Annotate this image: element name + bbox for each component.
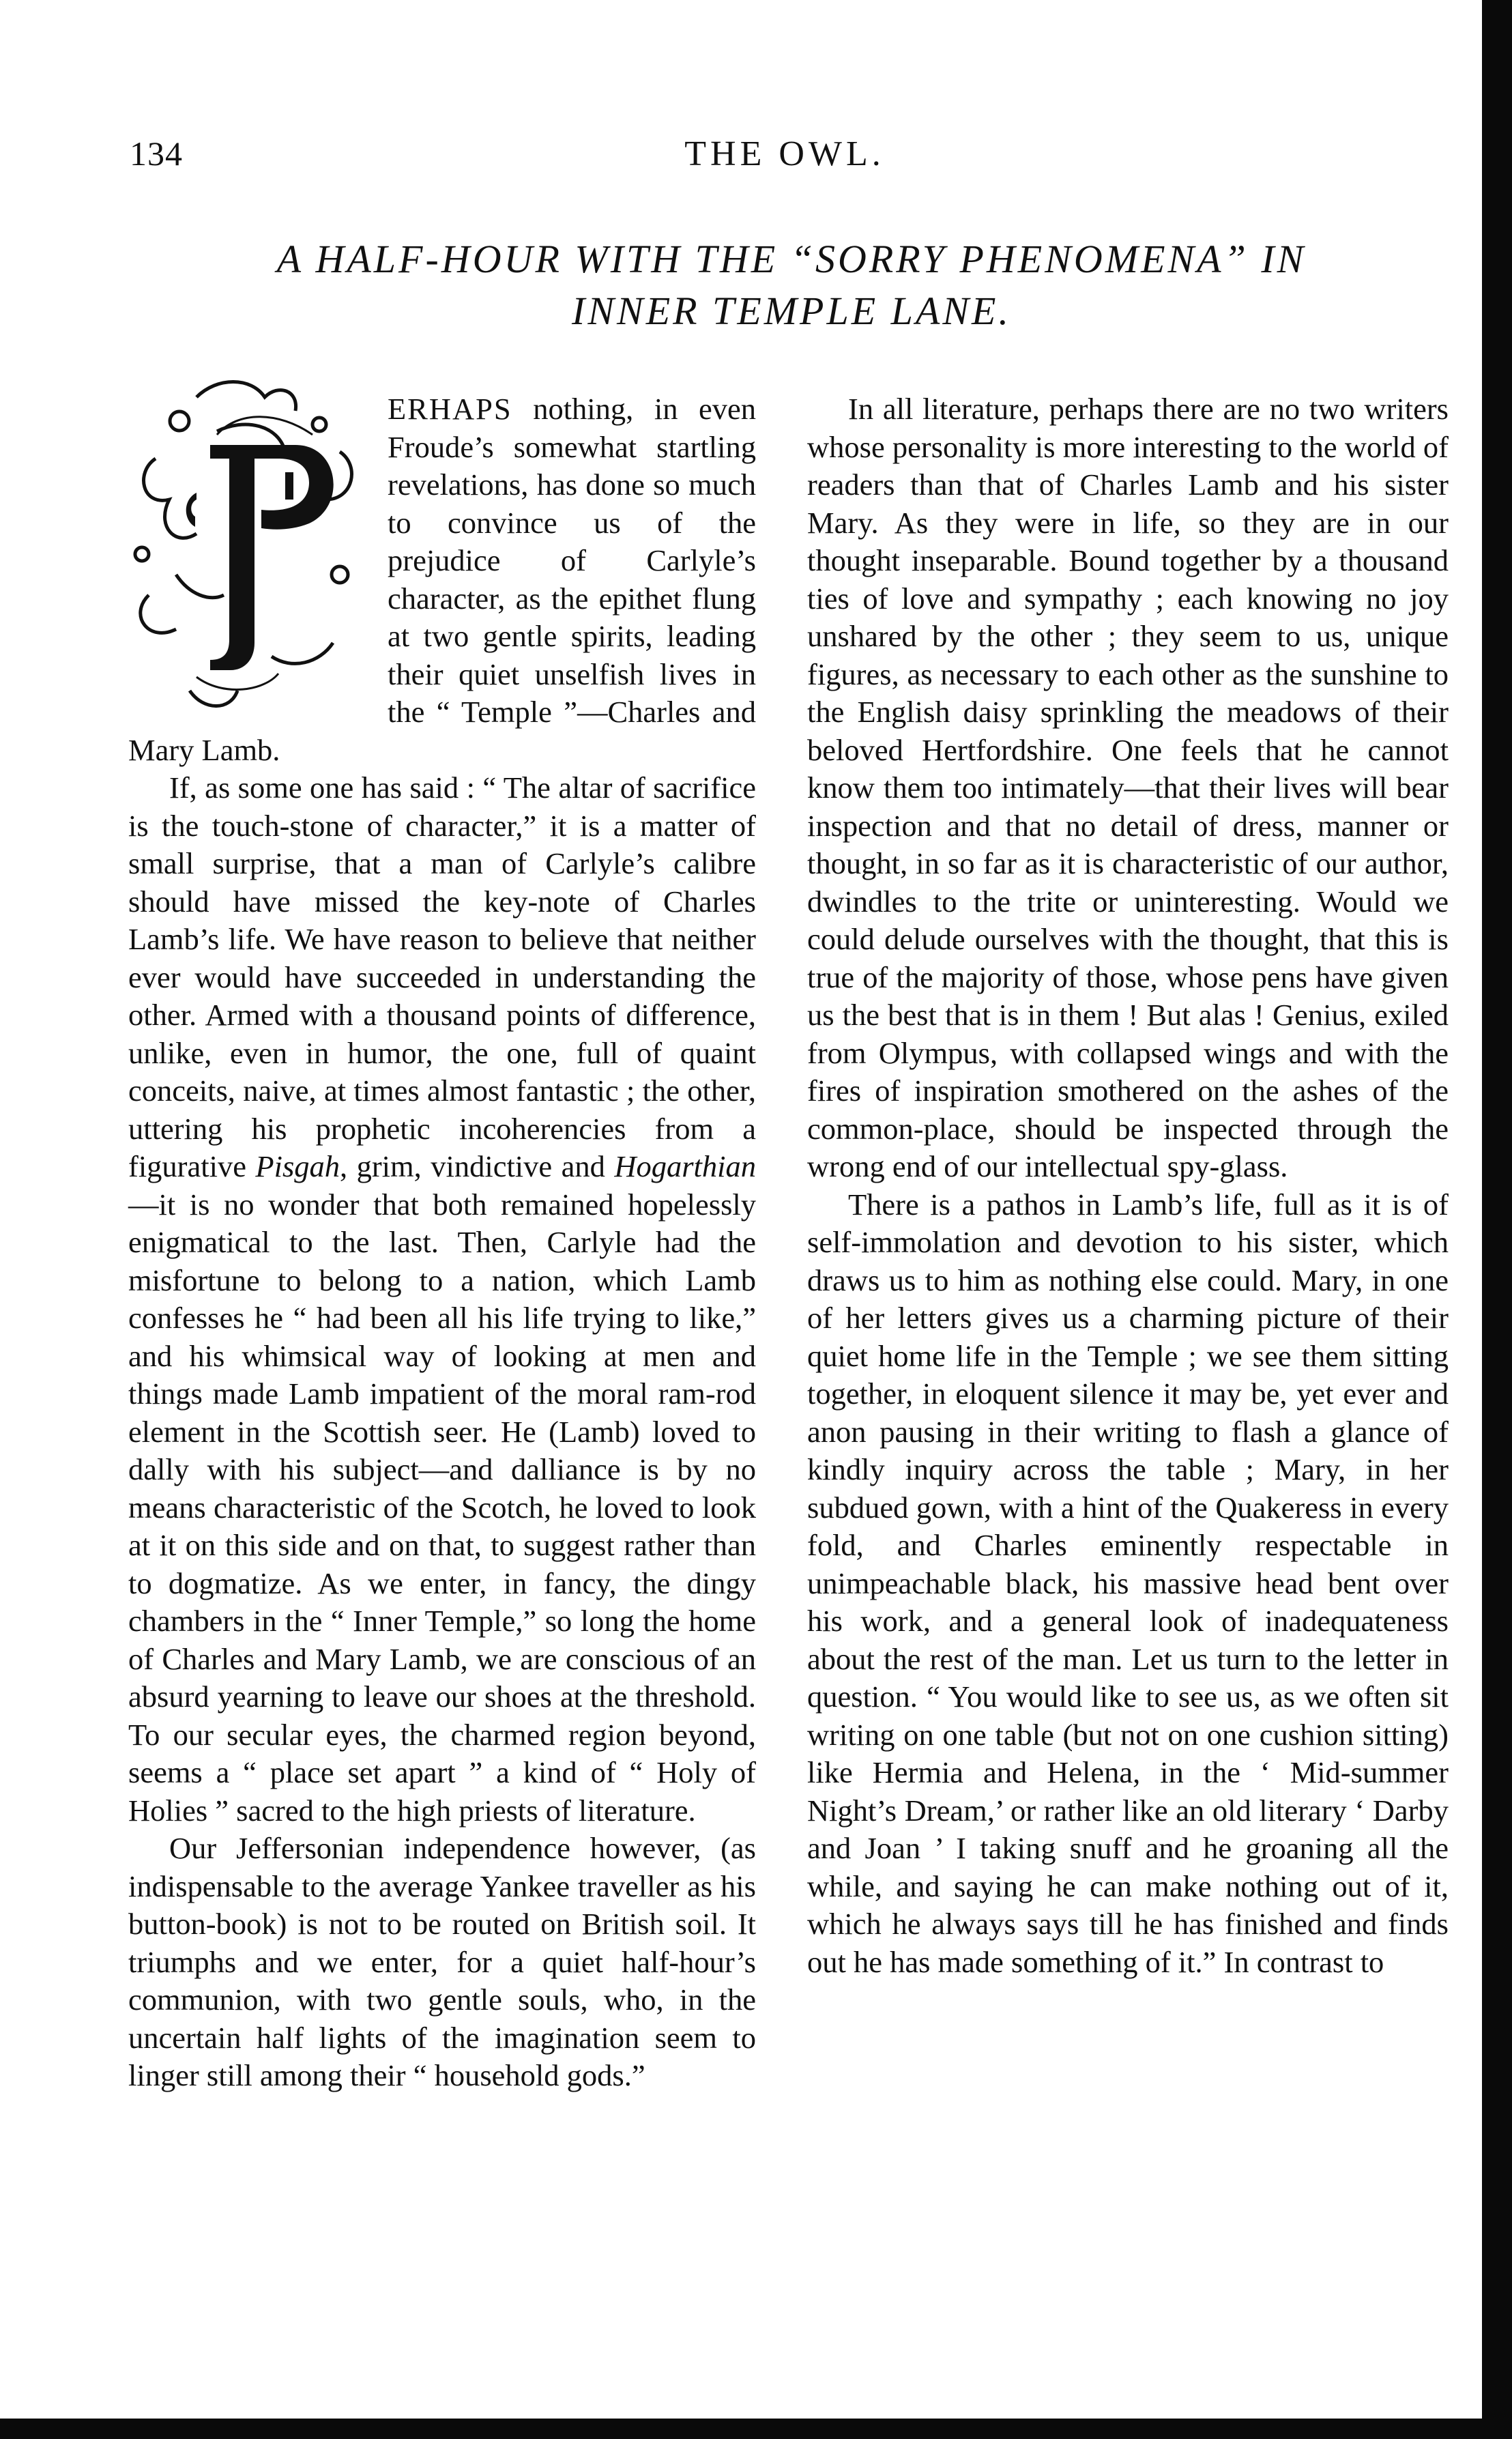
italic-pisgah: Pisgah — [255, 1149, 340, 1183]
page-number: 134 — [130, 134, 183, 173]
journal-name: THE OWL. — [684, 134, 885, 173]
scan-edge-bottom — [0, 2419, 1512, 2439]
paragraph-2 — [128, 769, 756, 1830]
decorative-initial — [115, 370, 381, 718]
paragraph-2-text-c: —it is no wonder that both remained hopelessly enigmatical to the last. Then, Carlyle had the misfortune to belong to a nation, which Lamb confesses he “ had been all his life trying to like,” and his whimsical way of looking at men and things made Lamb impatient of the moral ram-rod element in the Scottish seer. He (Lamb) loved to dally with his subject—and dalliance is by no means characteristic of the Scotch, he loved to look at it on this side and on that, to suggest rather than to dogmatize. As we enter, in fancy, the dingy chambers in the “ Inner Temple,” so long the home of Charles and Mary Lamb, we are conscious of an absurd yearning to leave our shoes at the threshold. To our secular eyes, the charmed region beyond, seems a “ place set apart ” a kind of “ Holy of Holies ” sacred to the high priests of literature. — [128, 1187, 756, 1828]
paragraph-1 — [128, 390, 756, 769]
paragraph-2-text-a: If, as some one has said : “ The altar of sacrifice is the touch-stone of character,” it is a matter of small surprise, that a man of Carlyle’s calibre should have missed the key-note of Charles Lamb’s life. We have reason to believe that neither ever would have succeeded in understanding the other. Armed with a thousand points of difference, unlike, even in humor, the one, full of quaint conceits, naive, at times almost fantastic ; the other, uttering his prophetic incoherencies from a figurative — [128, 770, 756, 1183]
article-title — [225, 233, 1358, 337]
paragraph-2-text-b: , grim, vindictive and — [340, 1149, 615, 1183]
title-line-1: A HALF-HOUR WITH THE “SORRY PHENOMENA” IN — [276, 237, 1307, 281]
paragraph-1-text: nothing, in even Froude’s somewhat startling revelations, has done so much to convince us of the prejudice of Carlyle’s character, as the epithet flung at two gentle spirits, leading their quiet unselfish lives in the “ Temple ”—Charles and Mary Lamb. — [128, 392, 756, 767]
paragraph-4: In all literature, perhaps there are no two writers whose personality is more interesting to the world of readers than that of Charles Lamb and his sister Mary. As they were in life, so they are in our thought inseparable. Bound together by a thousand ties of love and sympathy ; each knowing no joy unshared by the other ; they seem to us, unique figures, as necessary to each other as the sunshine to the English daisy sprinkling the meadows of their beloved Hertfordshire. One feels that he cannot know them too intimately—that their lives will bear inspection and that no detail of dress, manner or thought, in so far as it is characteristic of our author, dwindles to the trite or uninteresting. Would we could delude ourselves with the thought, that this is true of the majority of those, whose pens have given us the best that is in them ! But alas ! Genius, exiled from Olympus, with collapsed wings and with the fires of inspiration smothered on the ashes of the common-place, should be inspected through the wrong end of our intellectual spy-glass. — [807, 392, 1449, 1183]
left-column — [128, 390, 756, 2095]
lead-in-text: ERHAPS — [388, 392, 512, 426]
title-line-2: INNER TEMPLE LANE. — [572, 289, 1011, 333]
paragraph-3: Our Jeffersonian independence however, (as indispensable to the average Yankee traveller as his button-book) is not to be routed on British soil. It triumphs and we enter, for a quiet half-hour’s communion, with two gentle souls, who, in the uncertain half lights of the imagination seem to linger still among their “ household gods.” — [128, 1831, 756, 2092]
scan-edge-right — [1482, 0, 1512, 2439]
italic-hogarthian: Hogarthian — [614, 1149, 756, 1183]
running-head — [130, 134, 1440, 182]
paragraph-5: There is a pathos in Lamb’s life, full as it is of self-immolation and devotion to his sister, which draws us to him as nothing else could. Mary, in one of her letters gives us a charming picture of their quiet home life in the Temple ; we see them sitting together, in eloquent silence it may be, yet ever and anon pausing in their writing to flash a glance of kindly inquiry across the table ; Mary, in her subdued gown, with a hint of the Quakeress in every fold, and Charles eminently respectable in unimpeachable black, his massive head bent over his work, and a general look of inadequateness about the rest of the man. Let us turn to the letter in question. “ You would like to see us, as we often sit writing on one table (but not on one cushion sitting) like Hermia and Helena, in the ‘ Mid-summer Night’s Dream,’ or rather like an old literary ‘ Darby and Joan ’ I taking snuff and he groaning all the while, and saying he can make nothing out of it, which he always says till he has finished and finds out he has made something of it.” In contrast to — [807, 1187, 1449, 1979]
ornamental-p-initial-icon — [115, 370, 381, 718]
right-column — [807, 390, 1449, 1981]
